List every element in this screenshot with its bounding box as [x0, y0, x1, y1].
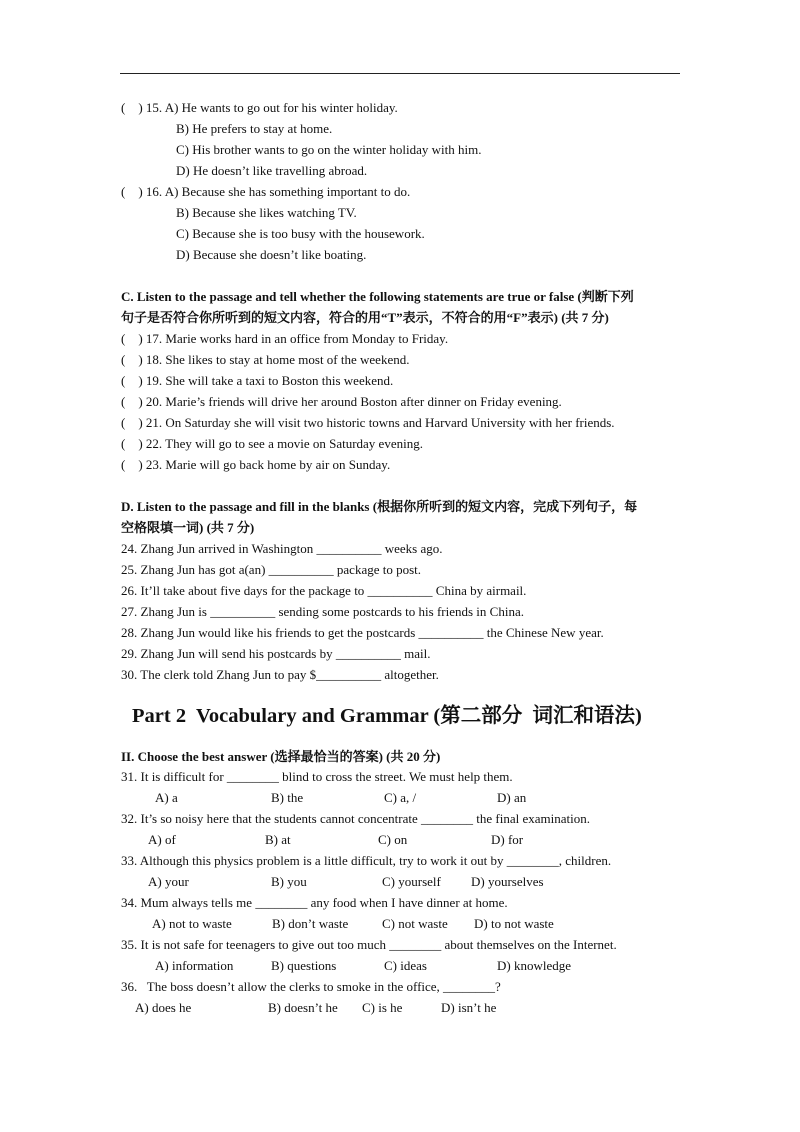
section-c-heading-cont: 句子是否符合你所听到的短文内容，符合的用“T”表示，不符合的用“F”表示) (共 7 分) [121, 310, 609, 325]
question-36-option-c: C) is he [362, 1000, 403, 1015]
blank-28: 28. Zhang Jun would like his friends to get the postcards __________ the Chinese New year. [121, 625, 604, 640]
section-c-heading: C. Listen to the passage and tell whether the following statements are true or false (判断下列 [121, 289, 634, 304]
question-31-option-a: A) a [155, 790, 178, 805]
question-33-option-a: A) your [148, 874, 189, 889]
question-34-option-d: D) to not waste [474, 916, 554, 931]
blank-30: 30. The clerk told Zhang Jun to pay $__________ altogether. [121, 667, 439, 682]
q16-stem: ( ) 16. A) Because she has something important to do. [121, 184, 411, 199]
blank-24: 24. Zhang Jun arrived in Washington __________ weeks ago. [121, 541, 443, 556]
question-36-option-b: B) doesn’t he [268, 1000, 338, 1015]
statement-22: ( ) 22. They will go to see a movie on Saturday evening. [121, 436, 423, 451]
question-32-option-d: D) for [491, 832, 524, 847]
section-d-heading-cont: 空格限填一词) (共 7 分) [121, 520, 255, 535]
question-35-option-c: C) ideas [384, 958, 427, 973]
question-36-option-a: A) does he [135, 1000, 192, 1015]
statement-21: ( ) 21. On Saturday she will visit two historic towns and Harvard University with her friends. [121, 415, 615, 430]
question-35-option-d: D) knowledge [497, 958, 572, 973]
q16-option-c: C) Because she is too busy with the housework. [176, 226, 425, 241]
question-31-option-b: B) the [271, 790, 304, 805]
q15-option-b: B) He prefers to stay at home. [176, 121, 333, 136]
statement-23: ( ) 23. Marie will go back home by air on Sunday. [121, 457, 391, 472]
section-d-heading: D. Listen to the passage and fill in the blanks (根据你所听到的短文内容，完成下列句子，每 [121, 499, 638, 514]
question-32-option-b: B) at [265, 832, 291, 847]
question-31-stem: 31. It is difficult for ________ blind to cross the street. We must help them. [121, 769, 513, 784]
question-32-option-a: A) of [148, 832, 176, 847]
section-ii-heading: II. Choose the best answer (选择最恰当的答案) (共 20 分) [121, 749, 441, 764]
statement-19: ( ) 19. She will take a taxi to Boston this weekend. [121, 373, 394, 388]
question-34-option-b: B) don’t waste [272, 916, 349, 931]
question-35-option-b: B) questions [271, 958, 337, 973]
question-33-option-c: C) yourself [382, 874, 441, 889]
blank-27: 27. Zhang Jun is __________ sending some postcards to his friends in China. [121, 604, 524, 619]
q16-option-b: B) Because she likes watching TV. [176, 205, 357, 220]
q16-option-d: D) Because she doesn’t like boating. [176, 247, 367, 262]
statement-20: ( ) 20. Marie’s friends will drive her around Boston after dinner on Friday evening. [121, 394, 562, 409]
question-31-option-d: D) an [497, 790, 527, 805]
question-33-option-b: B) you [271, 874, 307, 889]
question-32-stem: 32. It’s so noisy here that the students cannot concentrate ________ the final examination. [121, 811, 590, 826]
question-32-option-c: C) on [378, 832, 408, 847]
question-34-option-c: C) not waste [382, 916, 448, 931]
statement-18: ( ) 18. She likes to stay at home most of the weekend. [121, 352, 410, 367]
question-35-option-a: A) information [155, 958, 234, 973]
question-35-stem: 35. It is not safe for teenagers to give out too much ________ about themselves on the Internet. [121, 937, 617, 952]
blank-25: 25. Zhang Jun has got a(an) __________ package to post. [121, 562, 422, 577]
question-33-stem: 33. Although this physics problem is a little difficult, try to work it out by ________, children. [121, 853, 612, 868]
question-34-stem: 34. Mum always tells me ________ any food when I have dinner at home. [121, 895, 508, 910]
q15-option-d: D) He doesn’t like travelling abroad. [176, 163, 368, 178]
question-36-option-d: D) isn’t he [441, 1000, 497, 1015]
question-31-option-c: C) a, / [384, 790, 417, 805]
question-33-option-d: D) yourselves [471, 874, 544, 889]
blank-29: 29. Zhang Jun will send his postcards by __________ mail. [121, 646, 431, 661]
question-36-stem: 36. The boss doesn’t allow the clerks to smoke in the office, ________? [121, 979, 501, 994]
statement-17: ( ) 17. Marie works hard in an office from Monday to Friday. [121, 331, 449, 346]
blank-26: 26. It’ll take about five days for the package to __________ China by airmail. [121, 583, 527, 598]
q15-stem: ( ) 15. A) He wants to go out for his winter holiday. [121, 100, 398, 115]
header-rule [120, 73, 680, 74]
q15-option-c: C) His brother wants to go on the winter holiday with him. [176, 142, 482, 157]
part-2-title: Part 2 Vocabulary and Grammar (第二部分 词汇和语法) [132, 705, 642, 727]
question-34-option-a: A) not to waste [152, 916, 232, 931]
